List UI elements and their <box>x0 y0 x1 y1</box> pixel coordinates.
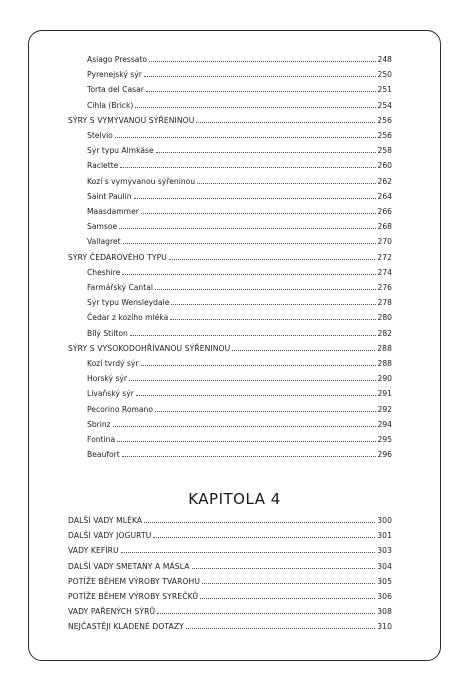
toc-entry <box>87 189 392 201</box>
toc-entry <box>87 402 392 414</box>
toc-page-number: 278 <box>377 298 392 308</box>
toc-entry-title: Cheshire <box>87 267 121 277</box>
toc-dot-leader <box>192 568 376 569</box>
toc-dot-leader <box>156 152 376 153</box>
toc-dot-leader <box>149 61 375 62</box>
toc-page-number: 276 <box>377 283 392 292</box>
toc-dot-leader <box>200 598 375 599</box>
toc-dot-leader <box>121 552 375 553</box>
toc-dot-leader <box>136 395 376 396</box>
toc-section-entry <box>68 513 392 525</box>
toc-entry-title: Asiago Pressato <box>87 55 148 64</box>
toc-page-number: 274 <box>377 267 392 277</box>
toc-page-number: 288 <box>377 359 392 368</box>
toc-entry <box>87 447 392 459</box>
toc-entry <box>87 52 392 64</box>
toc-entry <box>87 326 392 338</box>
toc-entry-title: Pecorino Romano <box>87 404 153 414</box>
toc-entry-title: Bílý Stilton <box>87 328 128 338</box>
toc-dot-leader <box>141 365 376 366</box>
toc-dot-leader <box>115 137 376 138</box>
toc-entry <box>87 386 392 398</box>
toc-entry <box>87 82 392 94</box>
toc-page-number: 272 <box>377 252 392 262</box>
toc-page-number: 296 <box>377 450 392 460</box>
toc-dot-leader <box>144 76 376 77</box>
toc-entry <box>87 356 392 368</box>
toc-entry-title: DALŠÍ VADY SMETANY A MÁSLA <box>68 561 190 571</box>
toc-entry-title: Cihla (Brick) <box>87 100 134 110</box>
toc-dot-leader <box>122 456 376 457</box>
toc-entry-title: Raclette <box>87 161 119 171</box>
toc-entry <box>87 417 392 429</box>
toc-entry-title: Sýr typu Wensleydale <box>87 298 170 308</box>
toc-section-entry <box>68 589 392 601</box>
toc-entry-title: Sýr typu Almkäse <box>87 146 154 156</box>
toc-entry-title: Torta del Casar <box>87 85 144 95</box>
toc-dot-leader <box>155 411 376 412</box>
toc-page-number: 294 <box>377 419 392 429</box>
toc-page-number: 258 <box>377 146 392 156</box>
toc-page-number: 270 <box>377 237 392 247</box>
toc-entry <box>87 280 392 292</box>
toc-dot-leader <box>117 441 375 442</box>
toc-entry <box>87 143 392 155</box>
toc-entry <box>87 371 392 383</box>
toc-page-number: 251 <box>377 85 392 95</box>
toc-page-number: 266 <box>377 207 392 216</box>
toc-entry <box>87 174 392 186</box>
toc-entry-title: Livaňský sýr <box>87 389 134 399</box>
toc-entry-title: Kozí tvrdý sýr <box>87 359 139 368</box>
toc-entry-title: NEJČASTĚJI KLADENÉ DOTAZY <box>68 622 184 632</box>
toc-section-entry <box>68 574 392 586</box>
toc-page-number: 262 <box>377 176 392 186</box>
toc-dot-leader <box>170 319 375 320</box>
toc-dot-leader <box>144 522 375 523</box>
toc-page-number: 264 <box>377 191 392 201</box>
toc-dot-leader <box>153 537 375 538</box>
toc-entry-title: DALŠÍ VADY JOGURTU <box>68 531 152 541</box>
toc-section-entry <box>68 604 392 616</box>
toc-entry <box>87 432 392 444</box>
toc-section-entry <box>68 543 392 555</box>
chapter-heading: KAPITOLA 4 <box>188 490 281 508</box>
toc-page-number: 280 <box>377 313 392 323</box>
toc-entry <box>87 204 392 216</box>
toc-entry-title: Sbrinz <box>87 419 111 429</box>
toc-entry-title: SÝRY S VYSOKODOHŘÍVANOU SÝŘENINOU <box>68 343 231 353</box>
toc-dot-leader <box>135 107 375 108</box>
toc-entry-title: Čedar z kozího mléka <box>87 313 169 323</box>
toc-entry-title: Pyrenejský sýr <box>87 70 142 80</box>
toc-page-number: 290 <box>377 374 392 384</box>
toc-page-number: 291 <box>377 389 392 399</box>
toc-page-number: 304 <box>377 561 392 571</box>
toc-entry <box>87 67 392 79</box>
toc-entry-title: Fontina <box>87 435 116 444</box>
toc-dot-leader <box>129 380 375 381</box>
toc-section-entry <box>68 341 392 353</box>
toc-entry <box>87 219 392 231</box>
toc-dot-leader <box>123 243 376 244</box>
toc-page-number: 301 <box>377 531 392 541</box>
toc-page-number: 310 <box>377 622 392 632</box>
toc-entry-title: Beaufort <box>87 450 120 460</box>
toc-entry-title: SÝRY ČEDAROVÉHO TYPU <box>68 252 167 262</box>
toc-entry <box>87 98 392 110</box>
toc-section-entry <box>68 250 392 262</box>
toc-page-number: 292 <box>377 404 392 414</box>
toc-entry-title: Horský sýr <box>87 374 128 384</box>
toc-dot-leader <box>119 228 375 229</box>
toc-entry <box>87 234 392 246</box>
toc-page-number: 254 <box>377 100 392 110</box>
toc-page-number: 256 <box>377 115 392 125</box>
toc-entry-title: Maasdammer <box>87 207 139 216</box>
toc-entry-title: VADY KEFÍRU <box>68 546 119 556</box>
toc-dot-leader <box>122 274 375 275</box>
toc-page-number: 295 <box>377 435 392 444</box>
toc-dot-leader <box>120 167 375 168</box>
toc-page-number: 308 <box>377 607 392 617</box>
toc-dot-leader <box>232 350 375 351</box>
toc-dot-leader <box>155 289 376 290</box>
toc-entry <box>87 128 392 140</box>
toc-dot-leader <box>197 183 375 184</box>
toc-dot-leader <box>196 122 375 123</box>
toc-entry <box>87 295 392 307</box>
toc-entry-title: Saint Paulin <box>87 191 132 201</box>
toc-entry-title: Stelvio <box>87 131 113 140</box>
toc-page-number: 306 <box>377 592 392 601</box>
toc-entry <box>87 310 392 322</box>
toc-page-number: 256 <box>377 131 392 140</box>
toc-dot-leader <box>141 213 376 214</box>
toc-entry-title: VADY PAŘENÝCH SÝRŮ <box>68 607 156 617</box>
toc-page-number: 282 <box>377 328 392 338</box>
toc-page-number: 250 <box>377 70 392 80</box>
toc-page-number: 248 <box>377 55 392 64</box>
toc-dot-leader <box>169 259 375 260</box>
toc-section-entry <box>68 113 392 125</box>
toc-dot-leader <box>171 304 375 305</box>
toc-entry-title: POTÍŽE BĚHEM VÝROBY SYREČKŮ <box>68 592 199 601</box>
toc-section-entry <box>68 559 392 571</box>
toc-dot-leader <box>113 426 376 427</box>
toc-entry-title: Vallagret <box>87 237 121 247</box>
toc-page-number: 303 <box>377 546 392 556</box>
toc-entry <box>87 158 392 170</box>
toc-entry-title: POTÍŽE BĚHEM VÝROBY TVAROHU <box>68 576 201 586</box>
toc-section-entry <box>68 528 392 540</box>
toc-dot-leader <box>146 91 376 92</box>
toc-section-entry <box>68 619 392 631</box>
toc-dot-leader <box>186 628 375 629</box>
toc-page-number: 288 <box>377 343 392 353</box>
toc-dot-leader <box>130 335 376 336</box>
toc-dot-leader <box>157 613 375 614</box>
toc-dot-leader <box>134 198 376 199</box>
toc-entry-title: Farmářský Cantal <box>87 283 153 292</box>
toc-entry-title: Samsoe <box>87 222 118 232</box>
toc-entry-title: SÝRY S VYMÝVANOU SÝŘENINOU <box>68 115 195 125</box>
toc-entry-title: Kozí s vymývanou sýřeninou <box>87 176 196 186</box>
toc-page-number: 260 <box>377 161 392 171</box>
toc-entry-title: DALŠÍ VADY MLÉKA <box>68 516 143 525</box>
toc-page-number: 268 <box>377 222 392 232</box>
toc-page-number: 305 <box>377 576 392 586</box>
toc-entry <box>87 265 392 277</box>
toc-dot-leader <box>202 583 375 584</box>
toc-page-number: 300 <box>377 516 392 525</box>
